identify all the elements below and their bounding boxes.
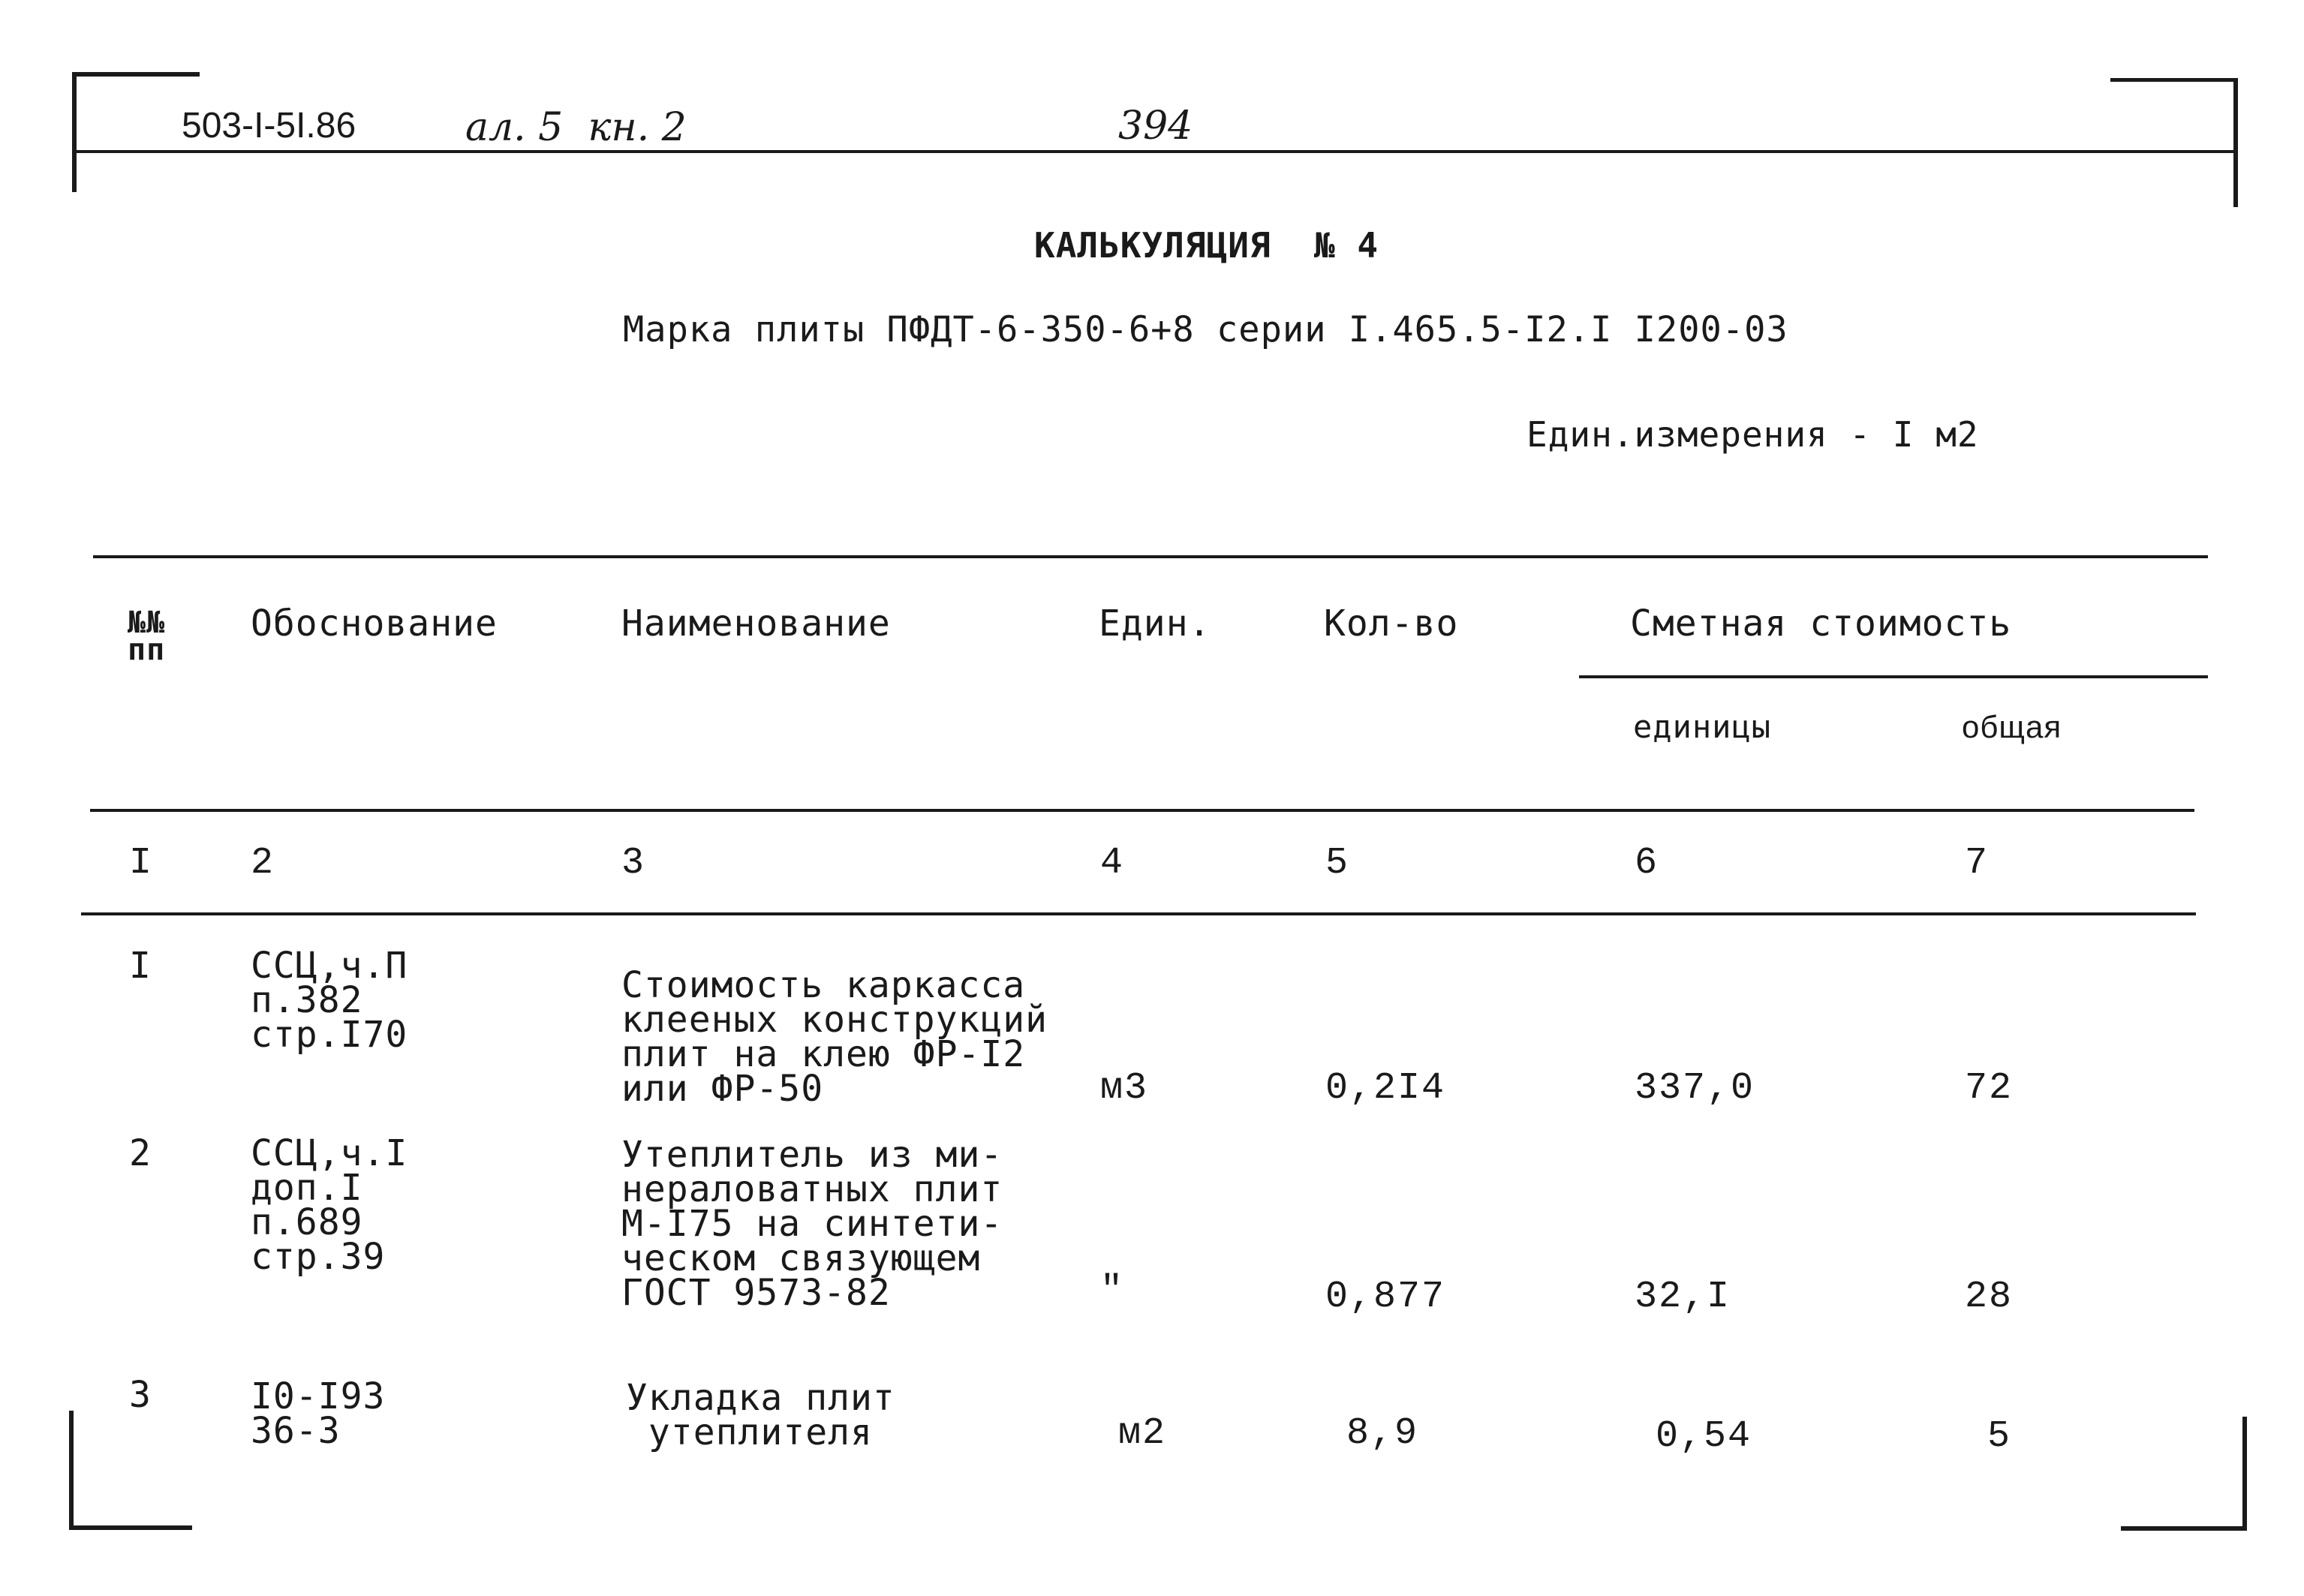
col-header-unit: Един. — [1099, 603, 1211, 645]
table-row-1-name: Стоимость каркасса клееных конструкций плит на клею ФР-I2 или ФР-50 — [621, 964, 1048, 1110]
table-row-2-qty: 0,877 — [1325, 1276, 1446, 1318]
frame-bottom-right-vertical — [2242, 1417, 2247, 1529]
table-row-3-qty: 8,9 — [1346, 1412, 1419, 1455]
col-number-6: 6 — [1635, 842, 1659, 885]
col-header-qty: Кол-во — [1324, 603, 1459, 645]
table-row-3-num: 3 — [129, 1374, 152, 1416]
handwritten-note: ал. 5 кн. 2 — [465, 105, 687, 150]
column-numbers-bottom-rule — [81, 912, 2196, 915]
table-row-2-unit: " — [1100, 1270, 1125, 1312]
col-number-3: 3 — [621, 842, 646, 885]
col-number-7: 7 — [1965, 842, 1990, 885]
document-title: КАЛЬКУЛЯЦИЯ № 4 — [1034, 225, 1379, 266]
col-header-cost-group: Сметная стоимость — [1630, 603, 2012, 645]
table-row-1-cost-total: 72 — [1965, 1067, 2014, 1110]
document-subtitle: Марка плиты ПФДТ-6-350-6+8 серии I.465.5-I2.I I200-03 — [623, 309, 1788, 350]
table-top-rule — [93, 555, 2208, 558]
table-header-bottom-rule — [90, 809, 2194, 812]
table-row-3-name: Укладка плит утеплителя — [626, 1377, 895, 1453]
col-header-cost-total: общая — [1962, 709, 2062, 744]
frame-top-left-horizontal — [74, 72, 200, 77]
table-row-1-basis: ССЦ,ч.П п.382 стр.I70 — [251, 945, 408, 1056]
table-row-3-basis: I0-I93 36-3 — [251, 1375, 386, 1452]
frame-top-right-vertical — [2233, 78, 2238, 207]
unit-of-measure-note: Един.измерения - I м2 — [1526, 414, 1979, 455]
document-code: 503-I-5I.86 — [182, 106, 356, 146]
table-row-1-qty: 0,2I4 — [1325, 1067, 1446, 1110]
col-header-name: Наименование — [621, 603, 891, 645]
frame-bottom-left-vertical — [69, 1411, 74, 1529]
frame-bottom-right-horizontal — [2121, 1526, 2247, 1531]
table-row-1-unit: м3 — [1100, 1067, 1149, 1110]
table-row-3-unit: м2 — [1118, 1412, 1167, 1455]
table-row-1-cost-unit: 337,0 — [1635, 1067, 1755, 1110]
frame-bottom-left-horizontal — [69, 1525, 192, 1530]
col-header-basis: Обоснование — [251, 603, 498, 645]
col-number-1: I — [129, 842, 154, 885]
col-header-num: №№ пп — [128, 606, 166, 667]
table-row-2-name: Утеплитель из ми- нераловатных плит М-I75 на синтети- ческом связующем ГОСТ 9573-82 — [621, 1134, 1003, 1314]
table-row-3-cost-total: 5 — [1987, 1415, 2012, 1458]
frame-top-left-vertical — [72, 72, 77, 192]
table-row-2-cost-total: 28 — [1965, 1276, 2014, 1318]
frame-top-right-horizontal — [2110, 78, 2238, 82]
table-row-2-basis: ССЦ,ч.I доп.I п.689 стр.39 — [251, 1132, 408, 1278]
page-number: 394 — [1118, 104, 1193, 149]
frame-header-underline — [77, 150, 2238, 153]
table-row-3-cost-unit: 0,54 — [1656, 1415, 1752, 1458]
col-number-5: 5 — [1325, 842, 1350, 885]
col-header-cost-unit: единицы — [1633, 708, 1772, 745]
col-number-4: 4 — [1100, 842, 1125, 885]
cost-group-underline — [1579, 675, 2208, 678]
table-row-2-num: 2 — [129, 1132, 152, 1174]
col-number-2: 2 — [251, 842, 275, 885]
table-row-2-cost-unit: 32,I — [1635, 1276, 1731, 1318]
table-row-1-num: I — [129, 945, 152, 987]
handwritten-note-underline — [459, 150, 714, 152]
